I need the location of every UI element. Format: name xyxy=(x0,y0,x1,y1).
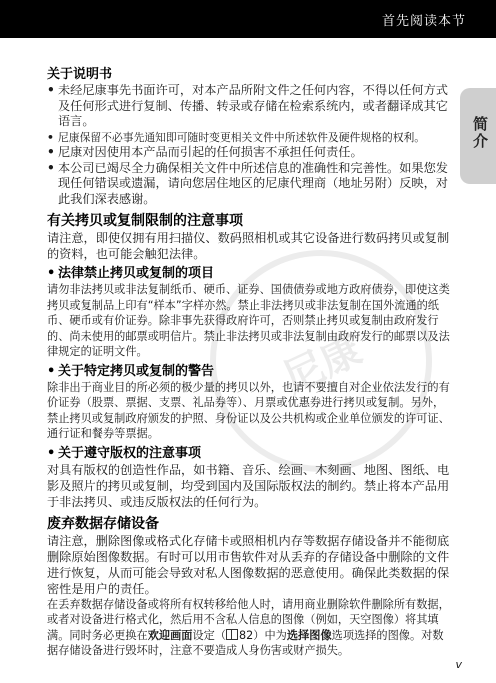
disposal-note xyxy=(47,597,452,659)
side-tab xyxy=(460,88,496,184)
disposal-text: 请注意，删除图像或格式化存储卡或照相机内存等数据存储设备并不能彻底删除原始图像数据。有时可以用市售软件对从丢弃的存储设备中删除的文件进行恢复，从而可能会导致对私人图像数据的恶意使用。确保此类数据的保密性是用户的责任。 xyxy=(47,533,450,596)
disposal-note-text: ）中为 xyxy=(253,628,287,642)
subsection-text-warnings: 除非出于商业目的所必须的极少量的拷贝以外，也请不要擅自对企业依法发行的有价证券（股票、票据、支票、礼品券等）、月票或优惠券进行拷贝或复制。另外，禁止拷贝或复制政府颁发的护照、身份证以及公共机构或企业单位颁发的许可证、通行证和餐券等票据。 xyxy=(47,380,450,440)
select-image-label: 选择图像 xyxy=(286,628,332,642)
header-title: 首先阅读本节 xyxy=(381,14,466,29)
section-title-about-manual: 关于说明书 xyxy=(47,67,113,82)
section-title-copy-restrictions: 有关拷贝或复制限制的注意事项 xyxy=(47,213,243,229)
list-item: • 未经尼康事先书面许可，对本产品所附文件之任何内容，不得以任何方式及任何形式进行复制、传播、转录或存储在检索系统内，或者翻译成其它语言。 xyxy=(47,83,452,130)
subsection-title-prohibited: • 法律禁止拷贝或复制的项目 xyxy=(47,265,452,282)
header-bar xyxy=(0,0,496,38)
disposal-note-text: 设定（ xyxy=(192,628,227,642)
page-number: v xyxy=(455,658,462,671)
disposal-note-text: 在丢弃数据存储设备或将所有权转移给他人时，请用商业删除软件删除所有数据，或者对设备进行格式化，然后用不含私人信息的图像（例如，天空图像）将其填满。同时务必更换在 xyxy=(47,597,450,642)
list-item: • 本公司已竭尽全力确保相关文件中所述信息的准确性和完善性。如果您发现任何错误或遗漏，请向您居住地区的尼康代理商（地址另附）反映，对此我们深表感谢。 xyxy=(47,161,452,208)
page-reference: 82 xyxy=(239,628,254,642)
subsection-text-prohibited: 请勿非法拷贝或非法复制纸币、硬币、证券、国债债券或地方政府债券，即使这类拷贝或复制品上印有“样本”字样亦然。禁止非法拷贝或非法复制在国外流通的纸币、硬币或有价证券。除非事先获得政府许可，否则禁止拷贝或复制由政府发行的、尚未使用的邮票或明信片。禁止非法拷贝或非法复制由政府发行的邮票以及法律规定的证明文件。 xyxy=(47,283,450,358)
about-manual-list xyxy=(47,83,452,207)
copy-restrictions-intro: 请注意，即使仅拥有用扫描仪、数码照相机或其它设备进行数码拷贝或复制的资料，也可能会触犯法律。 xyxy=(47,231,450,261)
list-item: • 尼康保留不必事先通知即可随时变更相关文件中所述软件及硬件规格的权利。 xyxy=(47,130,452,146)
watermark-text: 尼康 xyxy=(276,326,369,402)
page-content xyxy=(47,66,452,659)
side-tab-label: 简介 xyxy=(471,116,489,150)
section-title-disposal: 废弃数据存储设备 xyxy=(47,515,159,532)
disposal-note-text: 选项选择的图像。对数据存储设备进行毁坏时，注意不要造成人身伤害或财产损失。 xyxy=(47,628,444,657)
subsection-text-copyright: 对具有版权的创造性作品，如书籍、音乐、绘画、木刻画、地图、图纸、电影及照片的拷贝或复制，均受到国内及国际版权法的制约。禁止将本产品用于非法拷贝、或违反版权法的任何行为。 xyxy=(47,462,450,509)
subsection-title-copyright: • 关于遵守版权的注意事项 xyxy=(47,445,452,462)
subsection-title-warnings: • 关于特定拷贝或复制的警告 xyxy=(47,363,452,380)
list-item: • 尼康对因使用本产品而引起的任何损害不承担任何责任。 xyxy=(47,145,452,161)
book-reference-icon xyxy=(226,629,238,640)
welcome-screen-label: 欢迎画面 xyxy=(147,628,193,642)
